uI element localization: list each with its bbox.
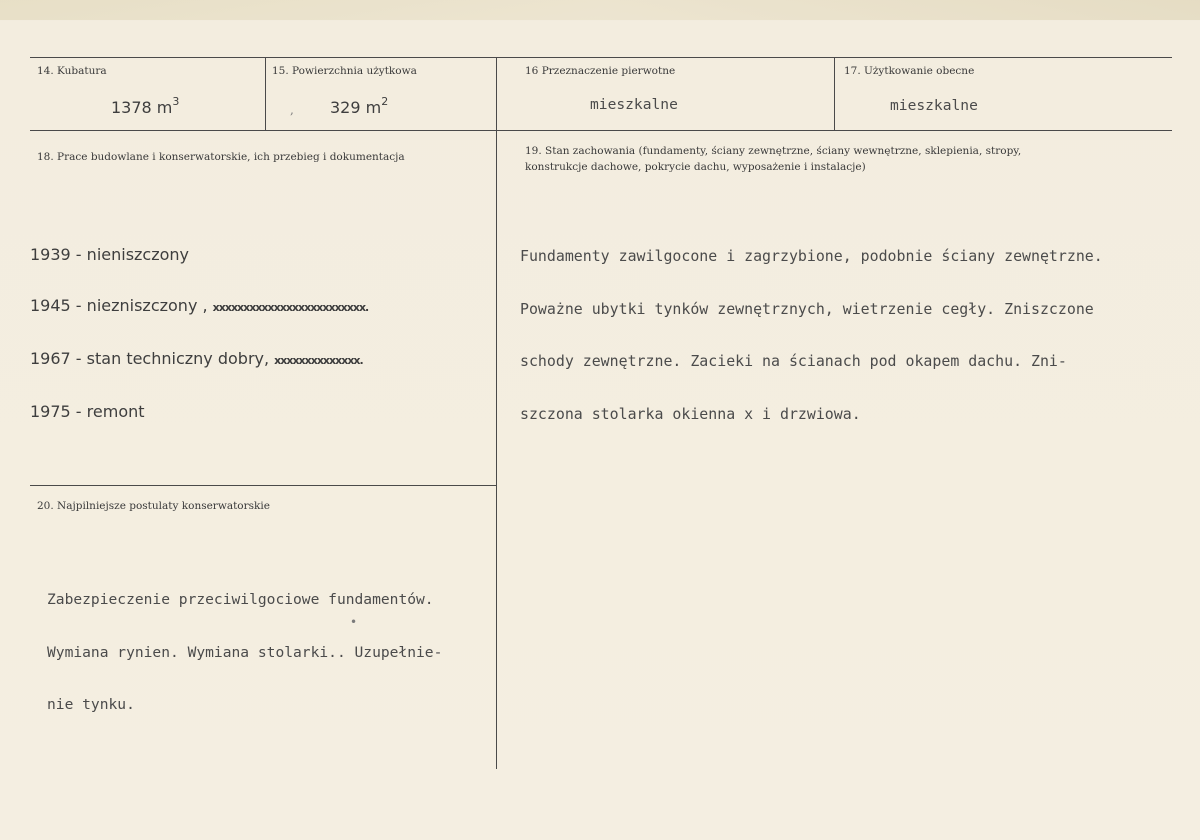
field16-value: mieszkalne (590, 96, 678, 113)
entry-text: stan techniczny dobry, (86, 349, 275, 368)
rule-top (30, 57, 1172, 58)
field15-value (330, 93, 388, 116)
rule-middle (30, 130, 1172, 131)
field15-exponent: 2 (381, 95, 389, 108)
entry-text: remont (86, 402, 145, 421)
field20-line: nie tynku. (47, 696, 135, 713)
entry-1939: 1939 - nieniszczony (30, 245, 190, 264)
field19-line: Poważne ubytki tynków zewnętrznych, wietrzenie cegły. Zniszczone (520, 299, 1094, 318)
entry-year: 1939 (30, 245, 71, 264)
field19-line: szczona stolarka okienna x i drzwiowa. (520, 404, 861, 423)
divider-15-16 (496, 57, 497, 769)
card-top-edge (0, 0, 1200, 20)
field19-text (520, 213, 1103, 458)
field18-entries (30, 212, 368, 454)
stray-mark: , (290, 103, 294, 117)
field20-text (47, 556, 442, 749)
entry-1967: 1967 - stan techniczny dobry, xxxxxxxxxxxxxx. (30, 349, 363, 368)
struck-text: xxxxxxxxxxxxxxxxxxxxxxxxx. (212, 301, 369, 314)
entry-text: niezniszczony , (86, 296, 213, 315)
field19-label-line1: 19. Stan zachowania (fundamenty, ściany zewnętrzne, ściany wewnętrzne, sklepienia, stropy, (525, 145, 1022, 157)
field14-value (111, 93, 179, 116)
struck-text: xxxxxxxxxxxxxx. (274, 354, 363, 367)
divider-14-15 (265, 57, 266, 130)
field19-line: schody zewnętrzne. Zacieki na ścianach pod okapem dachu. Zni- (520, 352, 1067, 370)
field19-label-line2: konstrukcje dachowe, pokrycie dachu, wyposażenie i instalacje) (525, 161, 866, 173)
divider-16-17 (834, 57, 835, 130)
field15-label: 15. Powierzchnia użytkowa (272, 65, 417, 77)
field16-label: 16 Przeznaczenie pierwotne (525, 65, 676, 77)
field14-label: 14. Kubatura (37, 65, 107, 77)
field14-exponent: 3 (172, 95, 180, 108)
field18-label: 18. Prace budowlane i konserwatorskie, ich przebieg i dokumentacja (37, 151, 405, 163)
entry-year: 1945 (30, 296, 71, 315)
field17-value: mieszkalne (890, 97, 978, 114)
entry-text: nieniszczony (86, 245, 190, 264)
rule-field20 (30, 485, 496, 486)
field20-line: Wymiana rynien. Wymiana stolarki.. Uzupełnie- (47, 643, 443, 661)
stray-mark: • (350, 615, 358, 629)
entry-1945: 1945 - niezniszczony , xxxxxxxxxxxxxxxxxxxxxxxxx. (30, 296, 369, 315)
field19-line: Fundamenty zawilgocone i zagrzybione, podobnie ściany zewnętrzne. (520, 247, 1103, 265)
field17-label: 17. Użytkowanie obecne (844, 65, 975, 77)
entry-1975: 1975 - remont (30, 402, 145, 421)
entry-year: 1975 (30, 402, 71, 421)
field20-line: Zabezpieczenie przeciwilgociowe fundamentów. (47, 591, 434, 608)
field14-number: 1378 m (111, 98, 173, 117)
field20-label: 20. Najpilniejsze postulaty konserwatorskie (37, 500, 270, 512)
entry-year: 1967 (30, 349, 71, 368)
field15-number: 329 m (330, 98, 382, 117)
